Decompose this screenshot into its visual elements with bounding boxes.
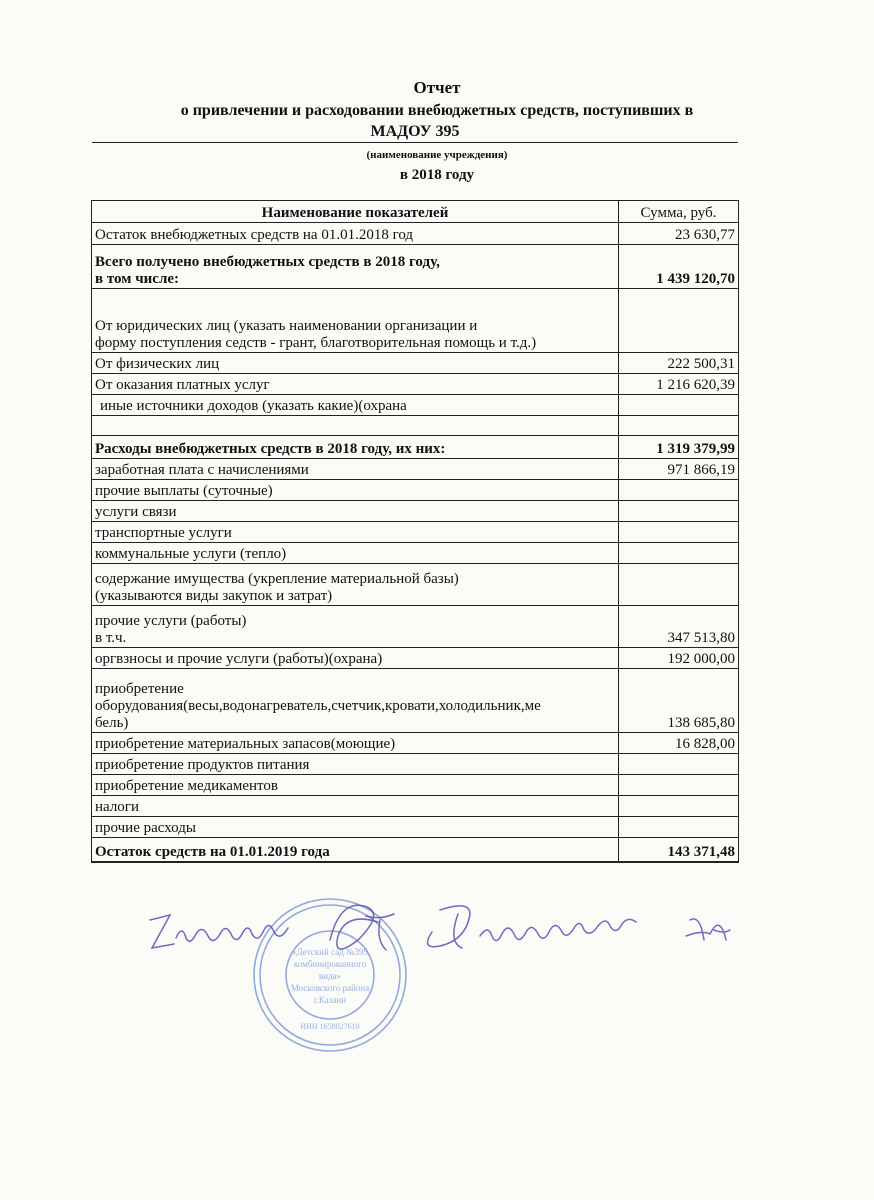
organization-caption: (наименование учреждения) (366, 149, 508, 161)
svg-text:ИНН 1658027610: ИНН 1658027610 (300, 1022, 360, 1031)
table-row (92, 754, 739, 775)
row-label: От оказания платных услуг (92, 374, 619, 395)
table-row (92, 353, 739, 374)
organization-underline (92, 142, 738, 143)
report-title: Отчет (413, 78, 461, 97)
row-sum (619, 796, 739, 817)
svg-text:г.Казани: г.Казани (314, 995, 346, 1005)
row-sum: 347 513,80 (619, 606, 739, 648)
row-sum (619, 480, 739, 501)
row-sum: 1 319 379,99 (619, 436, 739, 459)
table-row-total (92, 838, 739, 862)
report-subtitle: о привлечении и расходовании внебюджетных средств, поступивших в (180, 102, 694, 119)
row-label (92, 416, 619, 436)
row-label: налоги (92, 796, 619, 817)
row-sum (619, 416, 739, 436)
row-sum (619, 775, 739, 796)
row-label: оргвзносы и прочие услуги (работы)(охрана) (92, 648, 619, 669)
column-header-name: Наименование показателей (92, 201, 619, 223)
row-label: приобретение оборудования(весы,водонагреватель,счетчик,кровати,холодильник,ме бель) (92, 669, 619, 733)
row-sum: 23 630,77 (619, 223, 739, 245)
row-sum (619, 501, 739, 522)
row-label: содержание имущества (укрепление материальной базы) (указываются виды закупок и затрат) (92, 564, 619, 606)
row-sum (619, 395, 739, 416)
report-table (91, 200, 739, 863)
table-row (92, 245, 739, 289)
row-sum: 138 685,80 (619, 669, 739, 733)
table-row (92, 775, 739, 796)
row-label: коммунальные услуги (тепло) (92, 543, 619, 564)
table-row (92, 501, 739, 522)
table-row (92, 669, 739, 733)
signature (140, 890, 760, 980)
table-row (92, 733, 739, 754)
table-row (92, 564, 739, 606)
table-row (92, 480, 739, 501)
table-row (92, 459, 739, 480)
row-sum: 971 866,19 (619, 459, 739, 480)
row-label: Расходы внебюджетных средств в 2018 году, их них: (92, 436, 619, 459)
table-row (92, 543, 739, 564)
table-header-row (92, 201, 739, 223)
table-row (92, 648, 739, 669)
table-row (92, 289, 739, 353)
row-label: прочие выплаты (суточные) (92, 480, 619, 501)
table-row (92, 374, 739, 395)
row-label: От физических лиц (92, 353, 619, 374)
row-sum: 222 500,31 (619, 353, 739, 374)
row-label: транспортные услуги (92, 522, 619, 543)
table-row (92, 796, 739, 817)
table-row (92, 606, 739, 648)
organization-name: МАДОУ 395 (370, 123, 460, 140)
row-sum: 16 828,00 (619, 733, 739, 754)
row-sum (619, 289, 739, 353)
svg-text:«Детский сад №395: «Детский сад №395 (291, 947, 369, 957)
row-label: приобретение медикаментов (92, 775, 619, 796)
row-sum: 1 216 620,39 (619, 374, 739, 395)
row-label: От юридических лиц (указать наименовании организации и форму поступления седств - грант, благотворительная помощь и т.д.) (92, 289, 619, 353)
row-label: прочие услуги (работы) в т.ч. (92, 606, 619, 648)
table-row (92, 522, 739, 543)
row-sum (619, 817, 739, 838)
table-row (92, 223, 739, 245)
row-label: иные источники доходов (указать какие)(охрана (92, 395, 619, 416)
svg-text:вида»: вида» (318, 971, 342, 981)
row-label: услуги связи (92, 501, 619, 522)
report-year: в 2018 году (399, 167, 475, 183)
row-label: заработная плата с начислениями (92, 459, 619, 480)
row-sum (619, 543, 739, 564)
table-row (92, 395, 739, 416)
column-header-sum: Сумма, руб. (619, 201, 739, 223)
svg-text:комбинированного: комбинированного (293, 959, 367, 969)
row-label: Всего получено внебюджетных средств в 2018 году, в том числе: (92, 245, 619, 289)
row-sum (619, 754, 739, 775)
row-label: Остаток средств на 01.01.2019 года (92, 838, 619, 862)
table-row (92, 436, 739, 459)
row-sum (619, 522, 739, 543)
row-sum (619, 564, 739, 606)
row-sum: 1 439 120,70 (619, 245, 739, 289)
row-label: Остаток внебюджетных средств на 01.01.2018 год (92, 223, 619, 245)
table-row (92, 817, 739, 838)
row-label: приобретение материальных запасов(моющие) (92, 733, 619, 754)
svg-text:Московского района: Московского района (290, 983, 370, 993)
row-sum: 143 371,48 (619, 838, 739, 862)
row-label: приобретение продуктов питания (92, 754, 619, 775)
table-row (92, 416, 739, 436)
row-label: прочие расходы (92, 817, 619, 838)
row-sum: 192 000,00 (619, 648, 739, 669)
